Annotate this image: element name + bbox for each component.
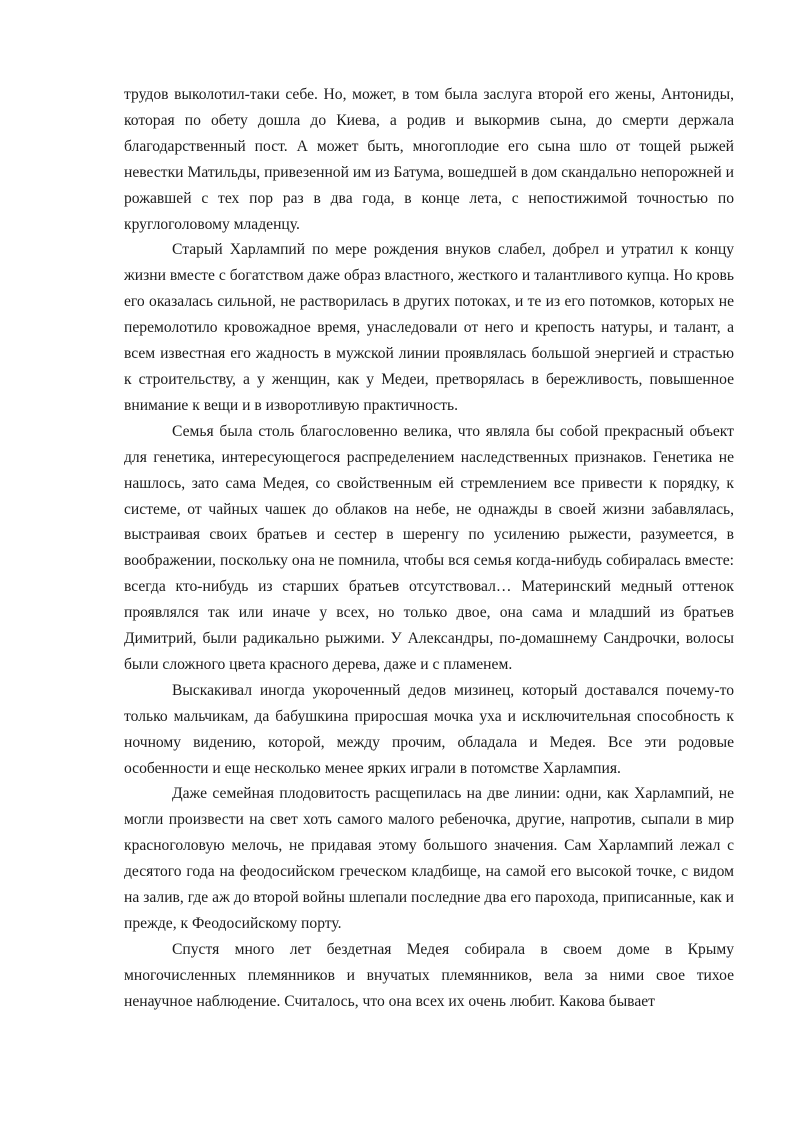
paragraph-3: Семья была столь благословенно велика, что являла бы собой прекрасный объект для генетика, интересующегося распределением наследственных признаков. Генетика не нашлось, зато сама Медея, со свойственным ей стремлением все привести к порядку, к системе, от чайных чашек до облаков на небе, не однажды в своей жизни забавлялась, выстраивая своих братьев и сестер в шеренгу по усилению рыжести, разумеется, в воображении, поскольку она не помнила, чтобы вся семья когда-нибудь собиралась вместе: всегда кто-нибудь из старших братьев отсутствовал… Материнский медный оттенок проявлялся так или иначе у всех, но только двое, она сама и младший из братьев Димитрий, были радикально рыжими. У Александры, по-домашнему Сандрочки, волосы были сложного цвета красного дерева, даже и с пламенем. bbox=[124, 422, 734, 673]
body-text bbox=[124, 82, 734, 1015]
paragraph-1: трудов выколотил-таки себе. Но, может, в том была заслуга второй его жены, Антониды, которая по обету дошла до Киева, а родив и выкормив сына, до смерти держала благодарственный пост. А может быть, многоплодие его сына шло от тощей рыжей невестки Матильды, привезенной им из Батума, вошедшей в дом скандально непорожней и рожавшей с тех пор раз в два года, в конце лета, с непостижимой точностью по круглоголовому младенцу. bbox=[124, 86, 734, 233]
paragraph-5: Даже семейная плодовитость расщепилась на две линии: одни, как Харлампий, не могли произвести на свет хоть самого малого ребеночка, другие, напротив, сыпали в мир красноголовую мелочь, не придавая этому большого значения. Сам Харлампий лежал с десятого года на феодосийском греческом кладбище, на самой его высокой точке, с видом на залив, где аж до второй войны шлепали последние два его парохода, приписанные, как и прежде, к Феодосийскому порту. bbox=[124, 785, 734, 932]
paragraph-2: Старый Харлампий по мере рождения внуков слабел, добрел и утратил к концу жизни вместе с богатством даже образ властного, жесткого и талантливого купца. Но кровь его оказалась сильной, не растворилась в других потоках, и те из его потомков, которых не перемолотило кровожадное время, унаследовали от него и крепость натуры, и талант, а всем известная его жадность в мужской линии проявлялась большой энергией и страстью к строительству, а у женщин, как у Медеи, претворялась в бережливость, повышенное внимание к вещи и в изворотливую практичность. bbox=[124, 241, 734, 414]
paragraph-4: Выскакивал иногда укороченный дедов мизинец, который доставался почему-то только мальчикам, да бабушкина приросшая мочка уха и исключительная способность к ночному видению, которой, между прочим, обладала и Медея. Все эти родовые особенности и еще несколько менее ярких играли в потомстве Харлампия. bbox=[124, 681, 734, 777]
paragraph-6: Спустя много лет бездетная Медея собирала в своем доме в Крыму многочисленных племянников и внучатых племянников, вела за ними свое тихое ненаучное наблюдение. Считалось, что она всех их очень любит. Какова бывает bbox=[124, 940, 734, 1010]
